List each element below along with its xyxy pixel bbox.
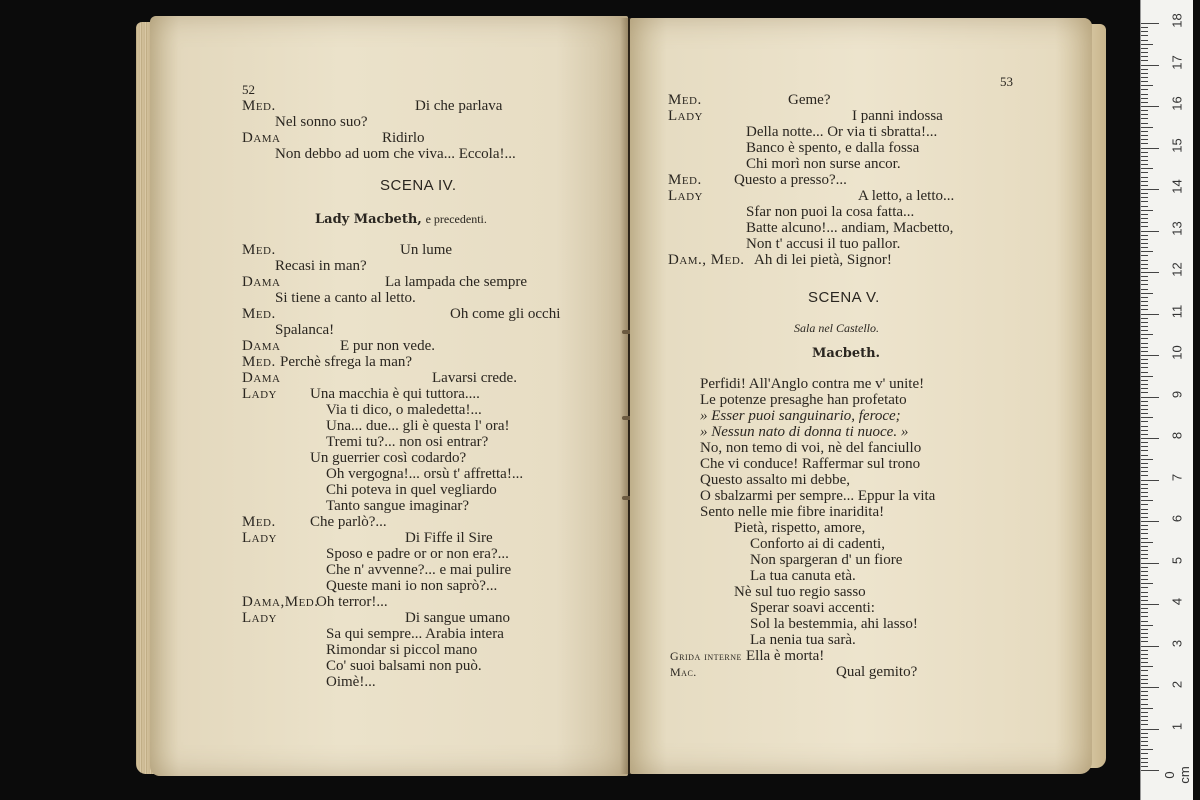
speaker: Dama (242, 338, 281, 354)
ruler-tick (1141, 314, 1159, 315)
verse-line: Che n' avvenne?... e mai pulire (326, 562, 512, 578)
ruler-minor-tick (1141, 351, 1148, 352)
ruler-minor-tick (1141, 56, 1148, 57)
ruler-minor-tick (1141, 704, 1148, 705)
verse-line: Banco è spento, e dalla fossa (746, 140, 920, 156)
left-page-number: 52 (242, 82, 255, 97)
ruler-minor-tick (1141, 488, 1148, 489)
verse-line: La tua canuta età. (750, 568, 856, 584)
ruler-minor-tick (1141, 529, 1148, 530)
ruler-minor-tick (1141, 679, 1148, 680)
ruler-minor-tick (1141, 177, 1148, 178)
speaker: Med. (242, 98, 276, 114)
ruler-minor-tick (1141, 168, 1153, 169)
ruler-minor-tick (1141, 749, 1153, 750)
ruler-minor-tick (1141, 338, 1148, 339)
verse-line: Conforto ai di cadenti, (750, 536, 885, 552)
ruler-minor-tick (1141, 733, 1148, 734)
verse-line: Un guerrier così codardo? (310, 450, 467, 466)
ruler-label: 16 (1169, 96, 1185, 111)
ruler-minor-tick (1141, 637, 1148, 638)
ruler-minor-tick (1141, 305, 1148, 306)
ruler-tick (1141, 646, 1159, 647)
verse-line: Ah di lei pietà, Signor! (754, 252, 892, 268)
ruler-minor-tick (1141, 720, 1148, 721)
ruler-minor-tick (1141, 40, 1148, 41)
ruler-minor-tick (1141, 372, 1148, 373)
ruler-minor-tick (1141, 392, 1148, 393)
verse-line: La nenia tua sarà. (750, 632, 856, 648)
verse-line: Recasi in man? (275, 258, 367, 274)
verse-line: Sol la bestemmia, ahi lasso! (750, 616, 918, 632)
ruler-minor-tick (1141, 60, 1148, 61)
verse-line: Non debbo ad uom che viva... Eccola!... (275, 146, 516, 162)
ruler-minor-tick (1141, 251, 1153, 252)
ruler-minor-tick (1141, 471, 1148, 472)
ruler-minor-tick (1141, 662, 1148, 663)
ruler-minor-tick (1141, 330, 1148, 331)
speaker: Lady (242, 530, 277, 546)
ruler-label: 14 (1169, 179, 1185, 194)
speaker: Med. (242, 306, 276, 322)
ruler-minor-tick (1141, 695, 1148, 696)
verse-line: Non spargeran d' un fiore (750, 552, 903, 568)
ruler-minor-tick (1141, 430, 1148, 431)
ruler-minor-tick (1141, 463, 1148, 464)
ruler-label: 9 (1169, 390, 1185, 398)
ruler-minor-tick (1141, 538, 1148, 539)
verse-line: Chi poteva in quel vegliardo (326, 482, 497, 498)
ruler-minor-tick (1141, 558, 1148, 559)
verse-line: Sfar non puoi la cosa fatta... (746, 204, 915, 220)
ruler-minor-tick (1141, 699, 1148, 700)
verse-line: Sposo e padre or or non era?... (326, 546, 509, 562)
ruler-minor-tick (1141, 525, 1148, 526)
ruler-minor-tick (1141, 94, 1148, 95)
ruler-minor-tick (1141, 724, 1148, 725)
ruler-label: 5 (1169, 556, 1185, 564)
ruler-minor-tick (1141, 434, 1148, 435)
ruler-tick (1141, 23, 1159, 24)
ruler-minor-tick (1141, 575, 1148, 576)
verse-line: Non t' accusi il tuo pallor. (746, 236, 901, 252)
ruler-minor-tick (1141, 500, 1153, 501)
ruler-minor-tick (1141, 504, 1148, 505)
ruler-minor-tick (1141, 35, 1148, 36)
ruler-minor-tick (1141, 401, 1148, 402)
ruler-minor-tick (1141, 172, 1148, 173)
ruler-minor-tick (1141, 143, 1148, 144)
speaker: Med. (242, 242, 276, 258)
speaker: Dama (242, 130, 281, 146)
ruler-minor-tick (1141, 127, 1153, 128)
ruler-minor-tick (1141, 110, 1148, 111)
ruler-minor-tick (1141, 326, 1148, 327)
verse-line: Nè sul tuo regio sasso (734, 584, 866, 600)
ruler-tick (1141, 148, 1159, 149)
ruler-tick (1141, 770, 1159, 771)
ruler-minor-tick (1141, 164, 1148, 165)
verse-line: Oh come gli occhi (450, 306, 561, 322)
verse-line: Pietà, rispetto, amore, (734, 520, 866, 536)
ruler-minor-tick (1141, 592, 1148, 593)
verse-line: Geme? (788, 92, 831, 108)
ruler-minor-tick (1141, 612, 1148, 613)
verse-line: A letto, a letto... (858, 188, 955, 204)
ruler-minor-tick (1141, 210, 1153, 211)
ruler-tick (1141, 729, 1159, 730)
ruler-minor-tick (1141, 758, 1148, 759)
ruler-minor-tick (1141, 284, 1148, 285)
ruler-label: 10 (1169, 345, 1185, 360)
ruler-label: 13 (1169, 220, 1185, 236)
ruler-tick (1141, 65, 1159, 66)
ruler-minor-tick (1141, 683, 1148, 684)
ruler-minor-tick (1141, 309, 1148, 310)
ruler-minor-tick (1141, 658, 1148, 659)
right-page (630, 18, 1092, 774)
ruler-minor-tick (1141, 417, 1153, 418)
ruler-minor-tick (1141, 753, 1148, 754)
ruler-minor-tick (1141, 583, 1153, 584)
ruler-minor-tick (1141, 421, 1148, 422)
ruler-minor-tick (1141, 691, 1148, 692)
ruler-label: 11 (1169, 304, 1185, 318)
ruler-minor-tick (1141, 596, 1148, 597)
verse-line: Questo assalto mi debbe, (700, 472, 850, 488)
verse-line: Sento nelle mie fibre inaridita! (700, 504, 885, 520)
ruler-minor-tick (1141, 139, 1148, 140)
ruler-minor-tick (1141, 513, 1148, 514)
verse-line: Batte alcuno!... andiam, Macbetto, (746, 220, 954, 236)
ruler-minor-tick (1141, 376, 1153, 377)
ruler-minor-tick (1141, 579, 1148, 580)
ruler-label: 7 (1169, 473, 1185, 481)
measurement-ruler (1140, 0, 1193, 800)
verse-line: Di Fiffe il Sire (405, 530, 493, 546)
verse-line: Co' suoi balsami non può. (326, 658, 482, 674)
verse-line: Perchè sfrega la man? (280, 354, 413, 370)
ruler-minor-tick (1141, 446, 1148, 447)
ruler-label: 17 (1169, 54, 1185, 70)
left-page (150, 16, 628, 776)
speaker: Dama (242, 370, 281, 386)
ruler-minor-tick (1141, 118, 1148, 119)
ruler-minor-tick (1141, 741, 1148, 742)
ruler-minor-tick (1141, 708, 1153, 709)
ruler-minor-tick (1141, 322, 1148, 323)
speaker: Med. (668, 92, 702, 108)
ruler-minor-tick (1141, 716, 1148, 717)
verse-line: Sperar soavi accenti: (750, 600, 875, 616)
verse-line: O sbalzarmi per sempre... Eppur la vita (700, 488, 936, 504)
ruler-minor-tick (1141, 413, 1148, 414)
speaker: Mac. (670, 665, 697, 679)
ruler-minor-tick (1141, 289, 1148, 290)
ruler-tick (1141, 231, 1159, 232)
ruler-minor-tick (1141, 201, 1148, 202)
speaker: Grida interne (670, 649, 742, 663)
ruler-minor-tick (1141, 81, 1148, 82)
ruler-minor-tick (1141, 276, 1148, 277)
speaker: Lady (242, 610, 277, 626)
ruler-minor-tick (1141, 206, 1148, 207)
ruler-minor-tick (1141, 222, 1148, 223)
verse-line: Sa qui sempre... Arabia intera (326, 626, 504, 642)
ruler-minor-tick (1141, 31, 1148, 32)
ruler-minor-tick (1141, 243, 1148, 244)
ruler-tick (1141, 521, 1159, 522)
ruler-minor-tick (1141, 156, 1148, 157)
ruler-minor-tick (1141, 712, 1148, 713)
ruler-minor-tick (1141, 766, 1148, 767)
verse-line: Tanto sangue imaginar? (326, 498, 470, 514)
ruler-label: 12 (1169, 262, 1185, 277)
verse-line: Spalanca! (275, 322, 335, 338)
verse-line: Oimè!... (326, 674, 376, 690)
ruler-minor-tick (1141, 255, 1148, 256)
ruler-minor-tick (1141, 621, 1148, 622)
ruler-minor-tick (1141, 218, 1148, 219)
ruler-minor-tick (1141, 301, 1148, 302)
ruler-minor-tick (1141, 459, 1153, 460)
ruler-minor-tick (1141, 85, 1153, 86)
ruler-minor-tick (1141, 571, 1148, 572)
verse-line: Di sangue umano (405, 610, 510, 626)
verse-line: Un lume (400, 242, 453, 258)
ruler-minor-tick (1141, 533, 1148, 534)
ruler-minor-tick (1141, 587, 1148, 588)
ruler-minor-tick (1141, 98, 1148, 99)
ruler-label: 2 (1169, 680, 1185, 689)
speaker: Dama (242, 274, 281, 290)
ruler-tick (1141, 480, 1159, 481)
ruler-tick (1141, 106, 1159, 107)
verse-line: Ridirlo (382, 130, 425, 146)
ruler-minor-tick (1141, 442, 1148, 443)
ruler-minor-tick (1141, 388, 1148, 389)
scene-heading-name: Lady Macbeth, (315, 212, 422, 227)
speaker: Dam., Med. (668, 252, 745, 268)
ruler-minor-tick (1141, 496, 1148, 497)
verse-line: Le potenze presaghe han profetato (700, 392, 907, 408)
ruler-minor-tick (1141, 235, 1148, 236)
ruler-minor-tick (1141, 363, 1148, 364)
ruler-minor-tick (1141, 426, 1148, 427)
ruler-minor-tick (1141, 670, 1148, 671)
speaker: Med. (668, 172, 702, 188)
verse-line: Rimondar si piccol mano (326, 642, 478, 658)
ruler-minor-tick (1141, 484, 1148, 485)
ruler-minor-tick (1141, 745, 1148, 746)
ruler-minor-tick (1141, 152, 1148, 153)
verse-line: Della notte... Or via ti sbratta!... (746, 124, 938, 140)
ruler-minor-tick (1141, 641, 1148, 642)
verse-line: » Nessun nato di donna ti nuoce. » (700, 424, 909, 440)
verse-line: Questo a presso?... (734, 172, 847, 188)
ruler-minor-tick (1141, 359, 1148, 360)
ruler-minor-tick (1141, 600, 1148, 601)
ruler-minor-tick (1141, 542, 1153, 543)
ruler-minor-tick (1141, 608, 1148, 609)
ruler-minor-tick (1141, 318, 1148, 319)
right-page-number: 53 (1000, 74, 1013, 89)
verse-line: Ella è morta! (746, 648, 825, 664)
verse-line: Queste mani io non saprò?... (326, 578, 498, 594)
speaker: Med. (242, 514, 276, 530)
ruler-label: 8 (1169, 431, 1185, 440)
ruler-minor-tick (1141, 297, 1148, 298)
ruler-label: 1 (1169, 722, 1185, 730)
ruler-minor-tick (1141, 567, 1148, 568)
scene-place: Sala nel Castello. (794, 321, 879, 335)
ruler-minor-tick (1141, 616, 1148, 617)
ruler-minor-tick (1141, 131, 1148, 132)
verse-line: No, non temo di voi, nè del fanciullo (700, 440, 922, 456)
ruler-minor-tick (1141, 762, 1148, 763)
verse-line: » Esser puoi sanguinario, feroce; (700, 408, 901, 424)
ruler-minor-tick (1141, 509, 1148, 510)
ruler-tick (1141, 272, 1159, 273)
ruler-minor-tick (1141, 554, 1148, 555)
ruler-minor-tick (1141, 650, 1148, 651)
verse-line: Una macchia è qui tuttora.... (310, 386, 480, 402)
ruler-tick (1141, 189, 1159, 190)
ruler-minor-tick (1141, 27, 1148, 28)
ruler-minor-tick (1141, 193, 1148, 194)
speaker: Lady (242, 386, 277, 402)
ruler-minor-tick (1141, 293, 1153, 294)
verse-line: E pur non vede. (340, 338, 435, 354)
verse-line: Che parlò?... (310, 514, 387, 530)
ruler-minor-tick (1141, 181, 1148, 182)
ruler-minor-tick (1141, 625, 1153, 626)
verse-line: Che vi conduce! Raffermar sul trono (700, 456, 921, 472)
ruler-minor-tick (1141, 239, 1148, 240)
ruler-minor-tick (1141, 675, 1148, 676)
verse-line: La lampada che sempre (385, 274, 528, 290)
verse-line: Oh terror!... (316, 594, 388, 610)
ruler-minor-tick (1141, 475, 1148, 476)
ruler-minor-tick (1141, 260, 1148, 261)
ruler-minor-tick (1141, 44, 1153, 45)
verse-line: Lavarsi crede. (432, 370, 517, 386)
verse-line: Di che parlava (415, 98, 503, 114)
verse-line: Si tiene a canto al letto. (275, 290, 416, 306)
verse-line: Perfidi! All'Anglo contra me v' unite! (700, 376, 925, 392)
ruler-minor-tick (1141, 467, 1148, 468)
ruler-minor-tick (1141, 550, 1148, 551)
ruler-minor-tick (1141, 450, 1148, 451)
speaker: Lady (668, 188, 703, 204)
ruler-tick (1141, 355, 1159, 356)
ruler-minor-tick (1141, 135, 1148, 136)
ruler-tick (1141, 563, 1159, 564)
verse-line: Una... due... gli è questa l' ora! (326, 418, 510, 434)
ruler-minor-tick (1141, 226, 1148, 227)
speaker: Dama,Med. (242, 594, 319, 610)
ruler-minor-tick (1141, 666, 1153, 667)
ruler-minor-tick (1141, 69, 1148, 70)
verse-line: Oh vergogna!... orsù t' affretta!... (326, 466, 524, 482)
ruler-label: 4 (1169, 597, 1185, 606)
ruler-tick (1141, 604, 1159, 605)
ruler-minor-tick (1141, 52, 1148, 53)
ruler-minor-tick (1141, 384, 1148, 385)
ruler-minor-tick (1141, 48, 1148, 49)
ruler-minor-tick (1141, 737, 1148, 738)
scene-heading-rest: e precedenti. (425, 212, 487, 226)
ruler-minor-tick (1141, 268, 1148, 269)
ruler-minor-tick (1141, 102, 1148, 103)
ruler-minor-tick (1141, 343, 1148, 344)
ruler-minor-tick (1141, 409, 1148, 410)
ruler-minor-tick (1141, 247, 1148, 248)
ruler-minor-tick (1141, 264, 1148, 265)
ruler-minor-tick (1141, 405, 1148, 406)
verse-line: Qual gemito? (836, 664, 918, 680)
ruler-minor-tick (1141, 123, 1148, 124)
ruler-minor-tick (1141, 334, 1153, 335)
ruler-minor-tick (1141, 185, 1148, 186)
ruler-minor-tick (1141, 77, 1148, 78)
ruler-tick (1141, 397, 1159, 398)
ruler-tick (1141, 438, 1159, 439)
verse-line: Chi morì non surse ancor. (746, 156, 901, 172)
ruler-tick (1141, 687, 1159, 688)
ruler-minor-tick (1141, 380, 1148, 381)
ruler-minor-tick (1141, 367, 1148, 368)
verse-line: Via ti dico, o maledetta!... (326, 402, 482, 418)
ruler-label: 0 cm (1162, 766, 1192, 784)
verse-line: I panni indossa (852, 108, 943, 124)
ruler-minor-tick (1141, 214, 1148, 215)
ruler-minor-tick (1141, 73, 1148, 74)
ruler-minor-tick (1141, 517, 1148, 518)
ruler-label: 18 (1169, 13, 1185, 28)
scene-heading (315, 211, 487, 228)
ruler-minor-tick (1141, 114, 1148, 115)
scene-title: SCENA IV. (380, 177, 457, 194)
speaker: Lady (668, 108, 703, 124)
ruler-minor-tick (1141, 347, 1148, 348)
ruler-minor-tick (1141, 455, 1148, 456)
ruler-label: 3 (1169, 639, 1185, 647)
ruler-label: 15 (1169, 137, 1185, 153)
ruler-minor-tick (1141, 633, 1148, 634)
scene-title: SCENA V. (808, 289, 880, 306)
ruler-minor-tick (1141, 280, 1148, 281)
ruler-minor-tick (1141, 492, 1148, 493)
speaker: Med. (242, 354, 276, 370)
ruler-minor-tick (1141, 546, 1148, 547)
ruler-minor-tick (1141, 654, 1148, 655)
verse-line: Nel sonno suo? (275, 114, 368, 130)
ruler-minor-tick (1141, 629, 1148, 630)
scene-heading-name: Macbeth. (812, 346, 881, 361)
verse-line: Tremi tu?... non osi entrar? (326, 434, 489, 450)
ruler-label: 6 (1169, 514, 1185, 523)
ruler-minor-tick (1141, 197, 1148, 198)
ruler-minor-tick (1141, 160, 1148, 161)
ruler-minor-tick (1141, 89, 1148, 90)
